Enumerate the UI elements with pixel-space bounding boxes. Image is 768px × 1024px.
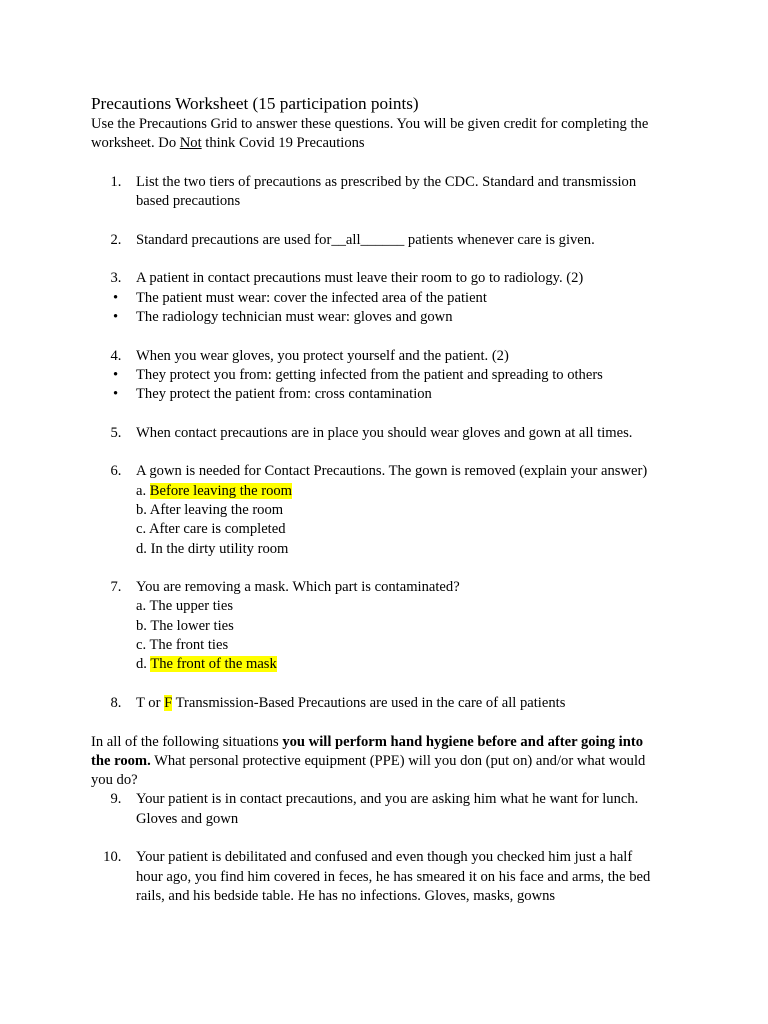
option-c: c. The front ties <box>136 637 229 654</box>
question-text: When contact precautions are in place you should wear gloves and gown at all times. <box>136 424 633 441</box>
question-number: 2. <box>110 231 122 248</box>
question-number: 6. <box>110 463 122 480</box>
question-text-cont: hour ago, you find him covered in feces, he has smeared it on his face and arms, the bed <box>136 868 651 885</box>
question-answer: Gloves and gown <box>136 810 239 827</box>
question-number: 8. <box>110 694 122 711</box>
option-a: a. The upper ties <box>136 598 233 615</box>
question-9 <box>91 790 681 829</box>
highlighted-answer: Before leaving the room <box>149 482 293 499</box>
question-number: 9. <box>110 791 122 808</box>
question-2 <box>91 231 681 250</box>
question-6 <box>91 462 681 481</box>
question-1 <box>91 173 681 212</box>
question-number: 4. <box>110 347 122 364</box>
highlighted-answer: The front of the mask <box>150 656 277 673</box>
page-title: Precautions Worksheet (15 participation points) <box>91 94 419 113</box>
question-3 <box>91 269 681 288</box>
question-number: 10. <box>103 849 122 866</box>
question-text: T or F Transmission-Based Precautions are used in the care of all patients <box>136 694 566 711</box>
option-d: d. The front of the mask <box>136 656 277 673</box>
intro-text-end: think Covid 19 Precautions <box>201 135 365 152</box>
question-text-cont: rails, and his bedside table. He has no infections. Gloves, masks, gowns <box>136 887 556 904</box>
question-text: When you wear gloves, you protect yourself and the patient. (2) <box>136 347 509 364</box>
question-4 <box>91 347 681 366</box>
question-text: A gown is needed for Contact Precautions. The gown is removed (explain your answer) <box>136 463 648 480</box>
question-number: 1. <box>110 173 122 190</box>
question-text: A patient in contact precautions must leave their room to go to radiology. (2) <box>136 270 584 287</box>
question-10 <box>91 848 681 906</box>
option-d: d. In the dirty utility room <box>136 540 289 557</box>
question-8 <box>91 694 681 713</box>
question-text: Standard precautions are used for__all______ patients whenever care is given. <box>136 231 595 248</box>
question-text-cont: based precautions <box>136 193 241 210</box>
worksheet-page <box>91 93 681 906</box>
situations-intro-2: the room. What personal protective equipment (PPE) will you don (put on) and/or what would <box>91 752 646 769</box>
intro-line-1: Use the Precautions Grid to answer these questions. You will be given credit for completing the <box>91 116 649 132</box>
question-number: 5. <box>110 424 122 441</box>
bullet-item: • They protect the patient from: cross contamination <box>113 386 432 403</box>
intro-line-2 <box>91 134 681 153</box>
question-text: Your patient is debilitated and confused and even though you checked him just a half <box>136 849 633 866</box>
question-5 <box>91 424 681 443</box>
question-text: List the two tiers of precautions as prescribed by the CDC. Standard and transmission <box>136 173 637 190</box>
question-7 <box>91 578 681 597</box>
bullet-item: • The radiology technician must wear: gloves and gown <box>113 308 453 325</box>
bullet-item: • They protect you from: getting infected from the patient and spreading to others <box>113 366 603 383</box>
question-text: Your patient is in contact precautions, and you are asking him what he want for lunch. <box>136 791 639 808</box>
intro-text: worksheet. Do <box>91 135 180 152</box>
question-text: You are removing a mask. Which part is contaminated? <box>136 579 460 596</box>
bullet-item: • The patient must wear: cover the infected area of the patient <box>113 289 487 306</box>
situations-intro-3: you do? <box>91 772 138 789</box>
underlined-not: Not <box>179 135 202 152</box>
question-number: 7. <box>110 579 122 596</box>
situations-intro: In all of the following situations you will perform hand hygiene before and after going into <box>91 733 643 750</box>
highlighted-answer: F <box>164 694 173 711</box>
option-b: b. The lower ties <box>136 617 234 634</box>
question-number: 3. <box>110 270 122 287</box>
option-c: c. After care is completed <box>136 521 286 538</box>
option-a: a. Before leaving the room <box>136 482 293 499</box>
option-b: b. After leaving the room <box>136 501 284 518</box>
